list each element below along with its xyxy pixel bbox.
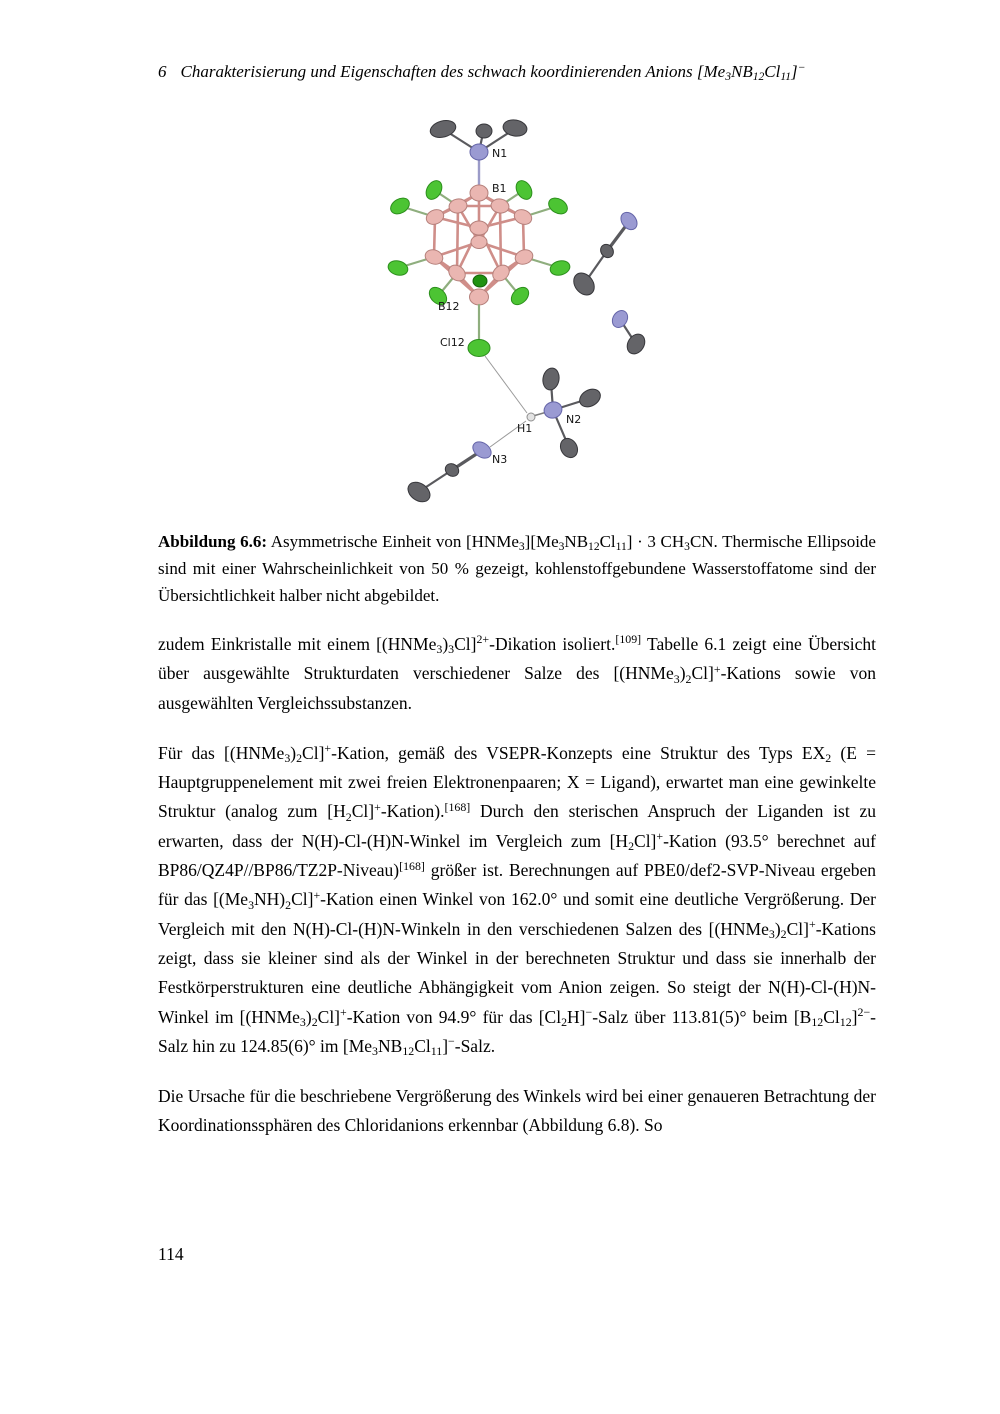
acetonitrile-solvent-2	[609, 308, 648, 357]
trimethylamine-group	[428, 118, 528, 190]
atom-label-b1: B1	[492, 182, 507, 195]
chapter-number: 6	[158, 62, 167, 81]
atom-labels	[438, 147, 581, 466]
paragraph-2: Für das $[(HNMe_3)_2Cl]^+$-Kation, gemäß des VSEPR-Konzepts eine Struktur des Typs $EX_2$ (E = Hauptgruppenelement mit zwei freien Elektronenpaaren; X = Ligand), erwartet man eine gewinkelte Struktur (analog zum $[H_2Cl]^+-Kation).[168]$ Durch den sterischen Anspruch der Liganden ist zu erwarten, dass der N(H)-Cl-(H)N-Winkel im Vergleich zum $[H_2Cl]^+$-Kation (93.5° berechnet auf BP86/QZ4P//BP86/TZ2P-Niveau)[168] größer ist. Berechnungen auf PBE0/def2-SVP-Niveau ergeben für das $[(Me_3NH)_2Cl]^+$-Kation einen Winkel von 162.0° und somit eine deutliche Vergrößerung. Der Vergleich mit den N(H)-Cl-(H)N-Winkeln in den verschiedenen Salzen des $[(HNMe_3)_2Cl]^+$-Kations zeigt, dass sie kleiner sind als der Winkel in der berechneten Struktur und dass sie innerhalb der Festkörperstrukturen eine deutliche Abhängigkeit vom Anion zeigen. So steigt der N(H)-Cl-(H)N-Winkel im $[(HNMe_3)_2Cl]^+$-Kation von 94.9° für das $[Cl_2H]^-$-Salz über 113.81(5)° beim $[B_{12}Cl_{12}]^{2-}$-Salz hin zu 124.85(6)° im $[Me_3NB_{12}Cl_{11}]^-$-Salz.	[158, 741, 877, 1059]
hydrogen-h1	[527, 412, 547, 421]
running-header	[158, 60, 918, 84]
chloride-cl12	[468, 305, 490, 357]
figure	[0, 110, 1000, 522]
figure-caption	[158, 528, 876, 609]
figure-caption-label: Abbildung 6.6:	[158, 532, 268, 551]
body-text	[158, 630, 876, 1162]
atom-label-n1: N1	[492, 147, 508, 160]
atom-label-n3: N3	[492, 453, 508, 466]
molecular-structure-drawing	[0, 110, 1000, 522]
page-number: 114	[158, 1244, 184, 1264]
acetonitrile-n3-group	[404, 439, 494, 506]
atom-label-h1: H1	[517, 422, 533, 435]
chapter-title: Charakterisierung und Eigenschaften des schwach koordinierenden Anions $[Me_3NB_{12}Cl_{11}]^-$	[180, 60, 806, 84]
atom-label-b12: B12	[438, 300, 460, 313]
atom-label-cl12: Cl12	[440, 336, 465, 349]
atom-label-n2: N2	[566, 413, 582, 426]
figure-caption-text: Asymmetrische Einheit von $[HNMe_3][Me_3NB_{12}Cl_{11}] \cdot 3$ $CH_3CN$. Thermische Ellipsoide sind mit einer Wahrscheinlichkeit von 50 % gezeigt, kohlenstoffgebundene Wasserstoffatome sind der Übersichtlichkeit halber nicht abgebildet.	[158, 532, 876, 605]
acetonitrile-solvent-1	[570, 209, 641, 299]
paragraph-1: zudem Einkristalle mit einem $[(HNMe_3)_3Cl]^{2+}$-Dikation isoliert.[109] Tabelle 6.1 zeigt eine Übersicht über ausgewählte Strukturdaten verschiedener Salze des $[(HNMe_3)_2Cl]^+$-Kations sowie von ausgewählten Vergleichssubstanzen.	[158, 632, 876, 713]
b12-cluster	[387, 178, 572, 308]
paragraph-3: Die Ursache für die beschriebene Vergrößerung des Winkels wird bei einer genaueren Betrachtung der Koordinationssphären des Chloridanions erkennbar (Abbildung 6.8). So	[158, 1086, 876, 1136]
